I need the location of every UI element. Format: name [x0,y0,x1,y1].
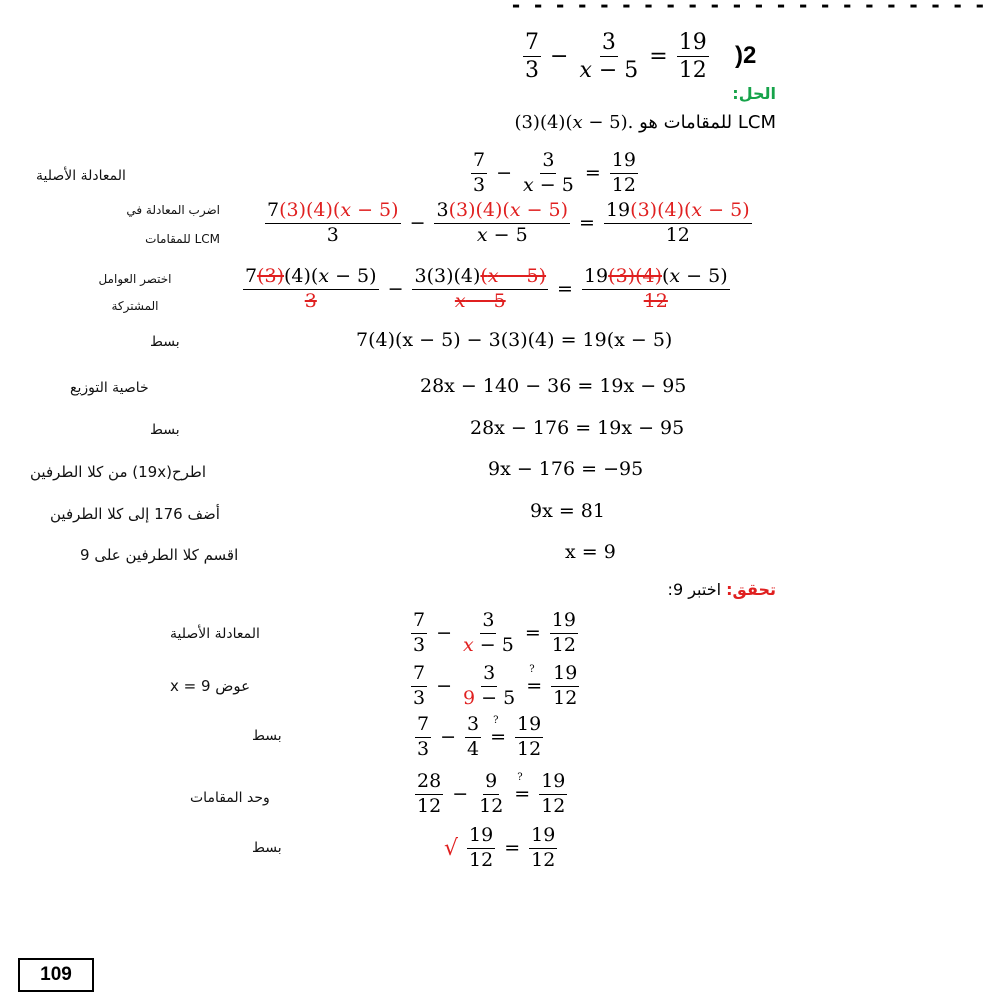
lcm-statement: LCM للمقامات هو (3)(4)(x − 5). [514,112,776,133]
step-label: اقسم كلا الطرفين على 9 [80,546,239,564]
step-original-equation: 7 3 − $\frac{3}{x - 5}$ = $\frac{19}{12}$ [473,149,636,196]
step-expression: 7(4)(x − 5) − 3(3)(4) = 19(x − 5) [356,329,673,351]
step-expression: 28x − 140 − 36 = 19x − 95 [420,375,687,397]
check-label: المعادلة الأصلية [170,626,260,642]
check-label: عوض x = 9 [170,677,251,695]
step-expression: 28x − 176 = 19x − 95 [470,417,685,439]
check-label: بسط [252,840,282,856]
check-row-substitute: 7 3 − $\frac{3}{9 - 5}$ ? = $\frac{19}{12}$ [408,663,582,710]
step-expression: 9x − 176 = −95 [488,458,644,480]
solution-title: الحل: [732,84,776,103]
check-heading: تحقق: اختبر 9: [667,580,776,599]
check-row-common-denominator: 28 12 − $\frac{9}{12}$ ? = $\frac{19}{12}$ [412,771,570,818]
check-label: وحد المقامات [190,790,270,806]
check-row-final: √ $\frac{19}{12}$ = $\frac{19}{12}$ [444,824,556,871]
step-label: اضرب المعادلة في [126,203,220,217]
check-label: بسط [252,728,282,744]
separator-line: - - - - - - - - - - - - - - - - - - - - - - [510,0,985,17]
step-label: أضف 176 إلى كلا الطرفين [50,505,220,523]
problem-number: )2 [735,42,757,69]
page-number: 109 [18,958,94,992]
step-label: خاصية التوزيع [70,380,149,396]
step-label: بسط [150,422,180,438]
step-label: LCM للمقامات [145,232,220,246]
step-label: المعادلة الأصلية [36,168,126,184]
problem-statement: 7 3 − $\frac{3}{x - 5}$ = $\frac{19}{12}$ [525,30,707,84]
check-mark-icon: √ [444,835,459,861]
check-row-original: 7 3 − $\frac{3}{x - 5}$ = $\frac{19}{12}$ [413,609,576,656]
step-label: اختصر العوامل [98,272,172,286]
step-multiply-lcm: 7(3)(4)(x − 5) 3 − $\frac{3(3)(4)(x - 5)}{x - 5}$ = $\frac{19(3)(4)(x - 5)}{12}$ [267,199,750,246]
step-label: بسط [150,334,180,350]
step-label: المشتركة [111,299,159,313]
step-label: اطرح(19x) من كلا الطرفين [30,463,207,481]
step-expression: x = 9 [565,541,616,563]
step-expression: 9x = 81 [530,500,605,522]
step-cancel-factors: 7(3)(4)(x − 5) 3 − $\frac{3(3)(4)(x - 5)}{x - 5}$ = $\frac{19(3)(4)(x - 5)}{12}$ [245,265,728,312]
check-row-simplify: 7 3 − $\frac{3}{4}$ ? = $\frac{19}{12}$ [412,714,546,761]
